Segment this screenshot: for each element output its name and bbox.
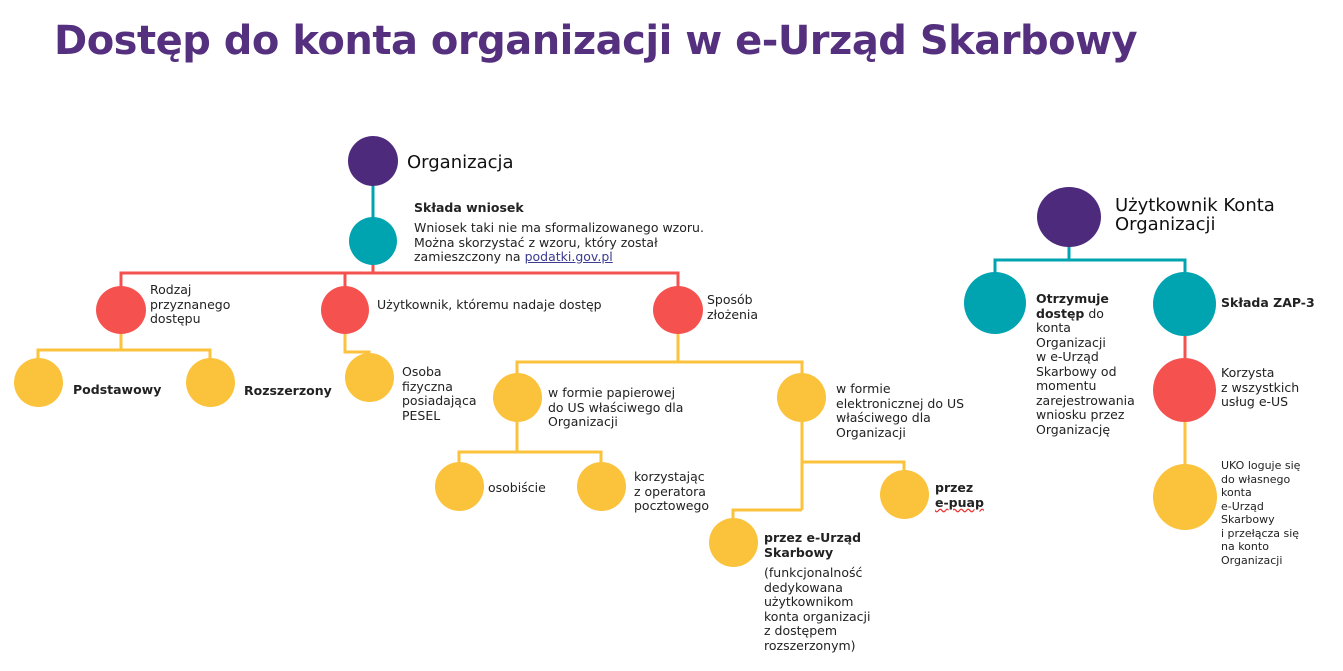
rozszerzony-node <box>186 358 235 407</box>
uko-loguje-node <box>1153 464 1217 530</box>
rodzaj-dostepu-label: Rodzaj przyznanego dostępu <box>150 282 231 326</box>
rodzaj-dostepu-node <box>96 286 146 334</box>
podstawowy-node <box>14 358 63 407</box>
korzysta-label: Korzysta z wszystkich usług e-US <box>1221 365 1300 409</box>
osobiscie-label: osobiście <box>488 480 546 495</box>
operator-pocztowy-label: korzystając z operatora pocztowego <box>634 469 710 513</box>
organizacja-label: Organizacja <box>407 152 514 173</box>
organizacja-node <box>348 136 398 186</box>
osoba-fizyczna-label: Osoba fizyczna posiadająca PESEL <box>402 364 477 423</box>
e-urzad-node <box>709 518 758 567</box>
uzytkownik-label: Użytkownik, któremu nadaje dostęp <box>377 297 602 312</box>
operator-pocztowy-node <box>577 462 626 511</box>
osoba-fizyczna-node <box>345 353 394 402</box>
korzysta-node <box>1153 358 1216 422</box>
e-urzad-label: przez e-Urząd Skarbowy (funkcjonalność dedykowana użytkownikom konta organizacji z dostępem rozszerzonym) <box>764 530 871 653</box>
sposob-zlozenia-node <box>653 286 703 334</box>
sklada-wniosek-title: Składa wniosek <box>414 200 524 215</box>
podatki-link[interactable]: podatki.gov.pl <box>524 249 613 264</box>
sklada-wniosek-desc: Wniosek taki nie ma sformalizowanego wzoru. Można skorzystać z wzoru, który został zamieszczony na podatki.gov.pl <box>414 220 704 264</box>
otrzymuje-dostep-node <box>964 272 1026 334</box>
sposob-zlozenia-label: Sposób złożenia <box>707 292 759 322</box>
uzytkownik-node <box>321 286 369 334</box>
podstawowy-label: Podstawowy <box>73 382 162 397</box>
epuap-label: przez e-puap <box>935 480 984 510</box>
forma-elektroniczna-label: w formie elektronicznej do US właściwego dla Organizacji <box>836 381 965 440</box>
forma-papierowa-node <box>493 373 542 422</box>
page-title: Dostęp do konta organizacji w e-Urząd Skarbowy <box>54 18 1138 64</box>
uko-label: Użytkownik Konta Organizacji <box>1115 195 1275 235</box>
otrzymuje-dostep-label: Otrzymuje dostęp do konta Organizacji w e-Urząd Skarbowy od momentu zarejestrowania wniosku przez Organizację <box>1036 291 1135 437</box>
sklada-zap3-label: Składa ZAP-3 <box>1221 295 1315 310</box>
epuap-node <box>880 470 929 519</box>
rozszerzony-label: Rozszerzony <box>244 383 332 398</box>
forma-elektroniczna-node <box>777 373 826 422</box>
sklada-wniosek-node <box>349 217 397 265</box>
uko-node <box>1037 187 1101 247</box>
forma-papierowa-label: w formie papierowej do US właściwego dla Organizacji <box>548 385 684 429</box>
uko-loguje-label: UKO loguje się do własnego konta e-Urząd Skarbowy i przełącza się na konto Organizacji <box>1221 459 1301 567</box>
sklada-zap3-node <box>1153 272 1216 336</box>
osobiscie-node <box>435 462 484 511</box>
